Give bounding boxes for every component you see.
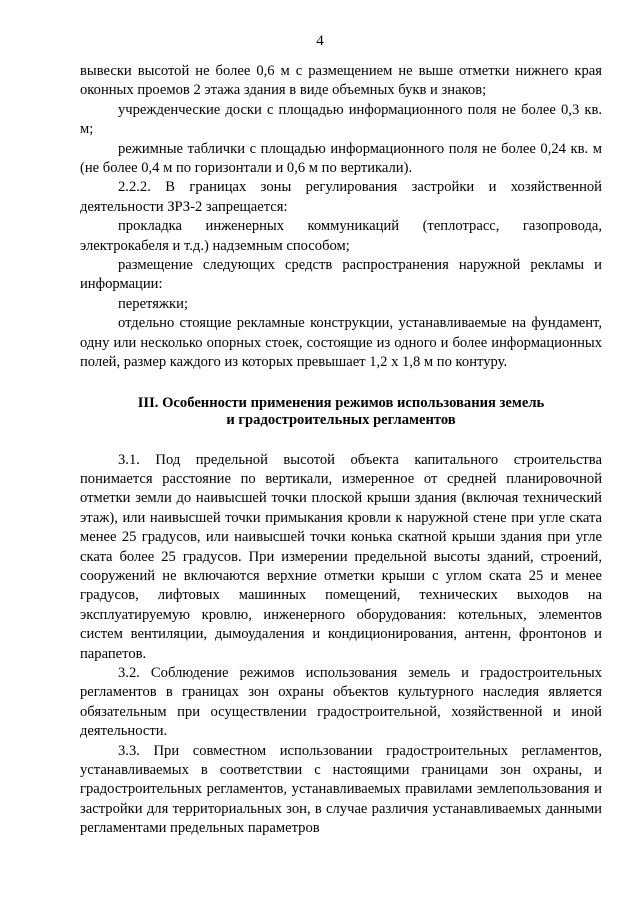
paragraph: отдельно стоящие рекламные конструкции, устанавливаемые на фундамент, одну или несколько опорных стоек, состоящие из одного и более информационных полей, размер каждого из которых превышает 1,2 х 1,8 м по контуру. — [80, 315, 602, 371]
page-number: 4 — [316, 33, 324, 49]
paragraph: учрежденческие доски с площадью информационного поля не более 0,3 кв. м; — [80, 101, 602, 138]
section-heading-line: и градостроительных регламентов — [226, 411, 456, 428]
paragraph: режимные таблички с площадью информационного поля не более 0,24 кв. м (не более 0,4 м по горизонтали и 0,6 м по вертикали). — [80, 140, 602, 177]
paragraph: 2.2.2. В границах зоны регулирования застройки и хозяйственной деятельности ЗРЗ-2 запрещается: — [80, 179, 602, 215]
paragraph: 3.3. При совместном использовании градостроительных регламентов, устанавливаемых в соответствии с настоящими границами зон охраны, и градостроительных регламентов, устанавливаемых правилами землепользования и застройки для территориальных зон, в случае различия устанавливаемых данными регламентами предельных параметров — [80, 742, 602, 837]
paragraph: прокладка инженерных коммуникаций (теплотрасс, газопровода, электрокабеля и т.д.) надземным способом; — [80, 218, 602, 254]
paragraph: перетяжки; — [118, 295, 188, 312]
paragraph: 3.1. Под предельной высотой объекта капитального строительства понимается расстояние по вертикали, измеренное от средней планировочной отметки земли до наивысшей точки плоской крыши здания (включая технический этаж), или наивысшей точки примыкания кровли к наружной стене при угле ската менее 25 градусов, или наивысшей точки конька скатной крыши здания при угле ската более 25 градусов. При измерении предельной высоты зданий, строений, сооружений не включаются верхние отметки крыши с углом ската 25 и менее градусов, лифтовых машинных помещений, технических выходов на эксплуатируемую кровлю, инженерного оборудования: котельных, элементов систем вентиляции, дымоудаления и кондиционирования, антенн, фронтонов и парапетов. — [80, 451, 602, 662]
section-heading-line: III. Особенности применения режимов использования земель — [137, 394, 545, 411]
paragraph: вывески высотой не более 0,6 м с размещением не выше отметки нижнего края оконных проемов 2 этажа здания в виде объемных букв и знаков; — [80, 63, 602, 99]
paragraph: 3.2. Соблюдение режимов использования земель и градостроительных регламентов в границах зон охраны объектов культурного наследия является обязательным при осуществлении градостроительной, хозяйственной и иной деятельности. — [80, 664, 602, 740]
paragraph: размещение следующих средств распространения наружной рекламы и информации: — [80, 257, 602, 293]
section-heading — [80, 395, 602, 429]
document-body — [80, 62, 602, 839]
